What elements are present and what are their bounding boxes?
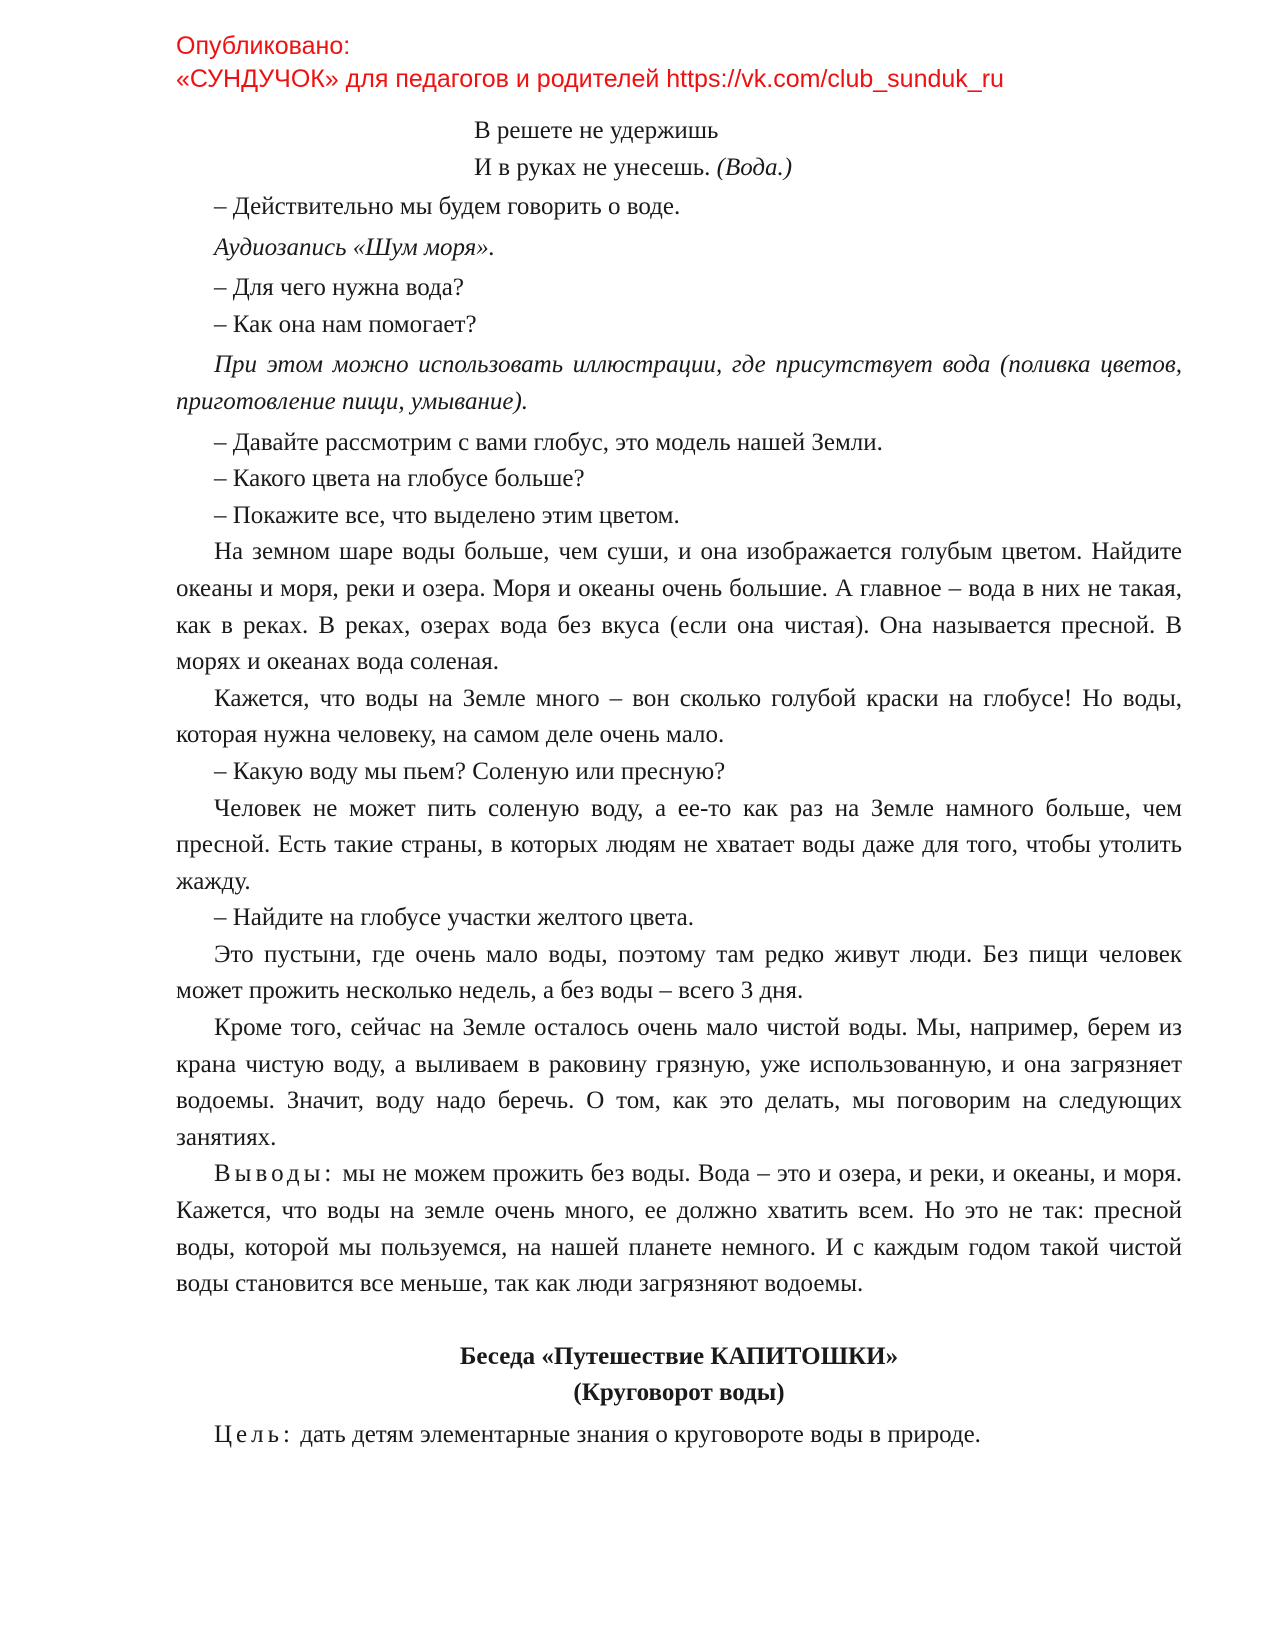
goal-text: дать детям элементарные знания о круговороте воды в природе. bbox=[293, 1420, 981, 1448]
paragraph-illustration-note: При этом можно использовать иллюстрации, где присутствует вода (поливка цветов, приготовление пищи, умывание). bbox=[176, 351, 1182, 415]
paragraph-13: – Найдите на глобусе участки желтого цвета. bbox=[214, 904, 695, 932]
header-source-line: «СУНДУЧОК» для педагогов и родителей https://vk.com/club_sunduk_ru bbox=[176, 65, 1004, 93]
document-body bbox=[176, 113, 1182, 1453]
riddle-answer: (Вода.) bbox=[716, 154, 793, 181]
paragraph-4: – Как она нам помогает? bbox=[214, 310, 477, 338]
paragraph-1: – Действительно мы будем говорить о воде. bbox=[214, 193, 681, 220]
paragraph-conclusion bbox=[176, 1156, 1182, 1302]
riddle-line-1: В решете не удержишь bbox=[474, 117, 719, 144]
paragraph-audio-note: Аудиозапись «Шум моря». bbox=[214, 233, 496, 261]
section-title: Беседа «Путешествие КАПИТОШКИ» bbox=[459, 1342, 899, 1370]
goal-label: Цель: bbox=[214, 1420, 294, 1448]
paragraph-15: Кроме того, сейчас на Земле осталось очень мало чистой воды. Мы, например, берем из крана чистую воду, а выливаем в раковину грязную, уже использованную, и она загрязняет водоемы. Значит, воду надо беречь. О том, как это делать, мы поговорим на следующих занятиях. bbox=[176, 1014, 1182, 1151]
paragraph-11: – Какую воду мы пьем? Соленую или пресную? bbox=[214, 757, 726, 785]
riddle-line-2 bbox=[474, 150, 1182, 185]
paragraph-12: Человек не может пить соленую воду, а ее-то как раз на Земле намного больше, чем пресной. Есть такие страны, в которых людям не хватает воды даже для того, чтобы утолить жажду. bbox=[176, 794, 1182, 895]
paragraph-3: – Для чего нужна вода? bbox=[214, 274, 464, 302]
paragraph-14: Это пустыни, где очень мало воды, поэтому там редко живут люди. Без пищи человек может прожить несколько недель, а без воды – всего 3 дня. bbox=[176, 940, 1182, 1005]
paragraph-6: – Давайте рассмотрим с вами глобус, это модель нашей Земли. bbox=[214, 428, 883, 456]
paragraph-10: Кажется, что воды на Земле много – вон сколько голубой краски на глобусе! Но воды, которая нужна человеку, на самом деле очень мало. bbox=[176, 684, 1182, 749]
section-subtitle: (Круговорот воды) bbox=[573, 1378, 785, 1406]
publication-header bbox=[176, 30, 1004, 96]
riddle-line-2-text: И в руках не унесешь. bbox=[474, 154, 711, 181]
paragraph-goal bbox=[176, 1417, 1182, 1454]
paragraph-9: На земном шаре воды больше, чем суши, и она изображается голубым цветом. Найдите океаны и моря, реки и озера. Моря и океаны очень большие. А главное – вода в них не такая, как в реках. В реках, озерах вода без вкуса (если она чистая). Она называется пресной. В морях и океанах вода соленая. bbox=[176, 538, 1182, 676]
paragraph-8: – Покажите все, что выделено этим цветом. bbox=[214, 501, 680, 529]
conclusion-text: мы не можем прожить без воды. Вода – это и озера, и реки, и океаны, и моря. Кажется, что воды на земле очень много, ее должно хватить всем. Но это не так: пресной воды, которой мы пользуемся, на нашей планете немного. И с каждым годом такой чистой воды становится все меньше, так как люди загрязняют водоемы. bbox=[176, 1160, 1182, 1298]
section-heading bbox=[176, 1339, 1182, 1411]
conclusion-label: Выводы: bbox=[214, 1160, 336, 1188]
header-published-label: Опубликовано: bbox=[176, 32, 351, 60]
paragraph-7: – Какого цвета на глобусе больше? bbox=[214, 465, 585, 493]
